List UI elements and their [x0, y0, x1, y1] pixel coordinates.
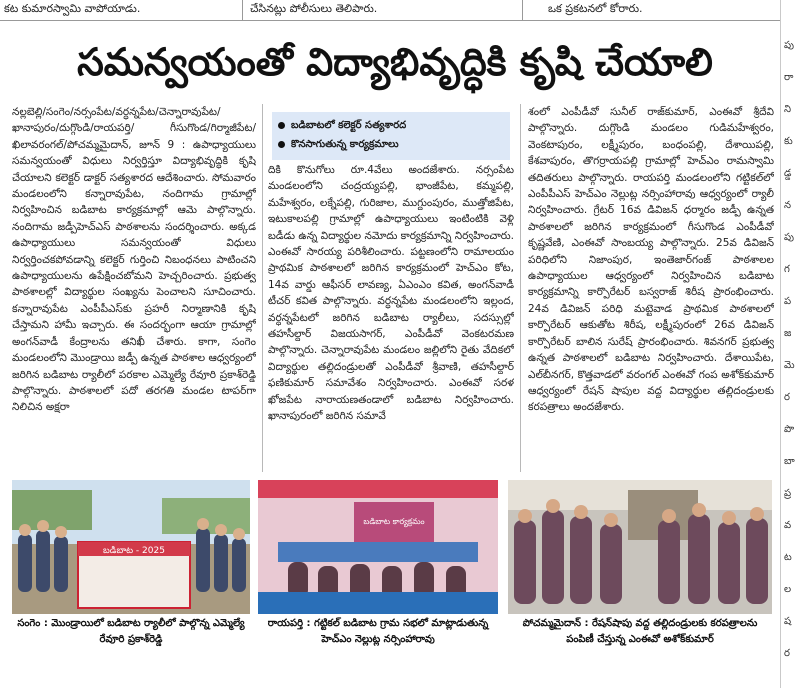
top-divider — [522, 0, 523, 20]
article-column-3: శంలో ఎంపీడీవో సునీల్ రాజ్‌కుమార్, ఎంఈవో శ్రీదేవి పాల్గొన్నారు. దుగ్గొండి మండలం గుడిమహేశ్వరం, వెంకటాపురం, లక్ష్మీపురం, బంధంపల్లి, దేశాయిపల్లి, కేశవాపురం, తొగర్రాయపల్లి గ్రామాల్లో హెచ్‌ఎం రామస్వామి తదితరులు పాల్గొన్నారు. రాయపర్తి మండలంలోని గట్టికల్‌లో ఎంపీపీఎస్ హెచ్‌ఎం నెల్లుట్ల నర్సింహారావు ఆధ్వర్యంలో ర్యాలీ నిర్వహించారు. గ్రేటర్ 16వ డివిజన్ ధర్మారం జడ్పీ ఉన్నత పాఠశాలలో జరిగిన కార్యక్రమంలో గీసుగొండ ఎంపీడీవో కృష్ణవేణి, ఎంఈవో సాంబయ్య పాల్గొన్నారు. 25వ డివిజన్ పరిధిలోని నిజాంపుర, ఇంతెజార్‌గంజ్ పాఠశాలల ఉపాధ్యాయుల ఆధ్వర్యంలో నిర్వహించిన బడిబాట కార్యక్రమాన్ని కార్పొరేటర్ బస్వరాజ్ శిరీష ప్రారంభించారు. 24వ డివిజన్ పరిధి మట్టెవాడ ప్రాథమిక పాఠశాలలో కార్పొరేటర్ ఆకుతోట శిరీష, లక్ష్మీపురంలో 26వ డివిజన్ కార్పొరేటర్ బాలిన సురేష్ ప్రారంభించారు. శివనగర్ ప్రభుత్వ ఉన్నత పాఠశాలలో బడిబాట నిర్వహించారు. దేశాయిపేట, ఎల్‌బీనగర్, కొత్తవాడలో వరంగల్ ఎంఈవో గంప అశోక్‌కుమార్ ఆధ్వర్యంలో రేషన్ షాపుల వద్ద విద్యార్థుల తల్లిదండ్రులకు కరపత్రాలు అందజేశారు. — [528, 106, 774, 414]
margin-fragment: వ — [784, 520, 792, 531]
margin-fragment: రా — [784, 72, 794, 83]
article-column-1: నల్లబెల్లి/సంగెం/నర్సంపేట/వర్ధన్నపేట/చెన్నారావుపేట/ఖానాపురం/దుగ్గొండి/రాయపర్తి/ గీసుగొండ/గిర్మాజీపేట/ఖిలావరంగల్/పోచమ్మమైదాన్, జూన్ 9 : ఉపాధ్యాయులు సమన్వయంతో విధులు నిర్వర్తిస్తూ విద్యాభివృద్ధికి కృషి చేయాలని కలెక్టర్ డాక్టర్ సత్యశారద ఆదేశించారు. సోమవారం మండలంలోని కన్నారావుపేట, నందిగామ గ్రామాల్లో నిర్వహించిన బడిబాట కార్యక్రమాల్లో ఆమె పాల్గొన్నారు. నందిగామ జడ్పీహెచ్ఎస్ పాఠశాలను సందర్శించారు. అక్కడ ఉపాధ్యాయులు సమన్వయంతో విధులు నిర్వర్తించకపోవడాన్ని కలెక్టర్ గుర్తించి నిబంధనలు పాటించని ఉపాధ్యాయులను ఉపేక్షించబోమని హెచ్చరించారు. ప్రభుత్వ పాఠశాలల్లో విద్యార్థుల సంఖ్యను పెంచాలని సూచించారు. కన్నారావుపేట ఎంపీపీఎస్‌కు ప్రహరీ నిర్మాణానికి కృషి చేస్తామని హామీ ఇచ్చారు. ఈ సందర్భంగా ఆయా గ్రామాల్లో అంగన్‌వాడీ కేంద్రాలను తనిఖీ చేశారు. కాగా, సంగెం మండలంలోని మొండ్రాయి జడ్పీ ఉన్నత పాఠశాల ఆధ్వర్యంలో జరిగిన బడిబాట ర్యాలీలో పరకాల ఎమ్మెల్యే రేవూరి ప్రకాశ్‌రెడ్డి పాల్గొన్నారు. పాఠశాలలో పదో తరగతి మండల టాపర్‌గా నిలిచిన అక్షరా — [12, 106, 256, 414]
margin-fragment: ల — [784, 584, 792, 595]
margin-fragment: ర — [784, 392, 790, 403]
margin-fragment: గ — [784, 264, 790, 275]
margin-fragment: ర — [784, 648, 790, 659]
photo-caption-1: సంగెం : మొండ్రాయిలో బడిబాట ర్యాలీలో పాల్గొన్న ఎమ్మెల్యే రేవూరి ప్రకాశ్‌రెడ్డి — [17, 618, 245, 645]
margin-fragment: ని — [784, 104, 792, 115]
highlight-item — [278, 135, 504, 154]
top-divider — [242, 0, 243, 20]
margin-fragment: పు — [784, 232, 794, 243]
column-divider — [520, 104, 521, 472]
margin-fragment: ట — [784, 552, 792, 563]
margin-fragment: ప్ర — [784, 488, 792, 499]
margin-fragment: పొ — [784, 424, 795, 435]
top-snippet-left: కట కుమారస్వామి వాపోయాడు. — [4, 2, 141, 15]
photo-caption-3: పోచమ్మమైదాన్ : రేషన్‌షాపు వద్ద తల్లిదండ్రులకు కరపత్రాలను పంపిణీ చేస్తున్న ఎంఈవో అశోక్‌కుమార్ — [522, 618, 758, 645]
photo-ration-shop — [508, 480, 772, 614]
bullet-icon — [278, 122, 285, 129]
photo-caption-2: రాయపర్తి : గట్టికల్ బడిబాట గ్రామ సభలో మాట్లాడుతున్న హెచ్‌ఎం నెల్లుట్ల నర్సింహారావు — [267, 618, 489, 645]
highlight-text: బడిబాటలో కలెక్టర్ సత్యశారద — [291, 120, 407, 131]
top-snippet-middle: చేసినట్లు పోలీసులు తెలిపారు. — [250, 2, 378, 15]
banner-text: బడిబాట కార్యక్రమం — [363, 517, 425, 526]
margin-fragment: బా — [784, 456, 795, 467]
highlight-text: కొనసాగుతున్న కార్యక్రమాలు — [291, 139, 399, 150]
photo-rally — [12, 480, 250, 614]
margin-fragment: పు — [784, 40, 794, 51]
headline: సమన్వయంతో విద్యాభివృద్ధికి కృషి చేయాలి — [77, 40, 713, 84]
highlight-item — [278, 116, 504, 135]
margin-fragment: కు — [784, 136, 793, 147]
banner-text: బడిబాట - 2025 — [103, 546, 165, 556]
margin-fragment: జ — [784, 328, 792, 339]
top-rule — [0, 20, 780, 21]
photo-meeting — [258, 480, 498, 614]
margin-fragment: డ్డ — [784, 168, 792, 179]
article-column-2: దికి కొనుగోలు రూ.4వేలు అందజేశారు. నర్సంపేట మండలంలోని చంద్రయ్యపల్లి, భాంజీపేట, కమ్మపల్లి, మహేశ్వరం, లక్నేపల్లి, గురిజాల, ముగ్దుంపురం, ముత్తోజిపేట, ఇటుకాలపల్లి గ్రామాల్లో ఉపాధ్యాయులు ఇంటింటికి వెళ్లి బడీడు ఉన్న విద్యార్థుల నమోదు కార్యక్రమాన్ని నిర్వహించారు. ఎంఈవో సారయ్య పరిశీలించారు. పట్టణంలోని రామాలయం ప్రాథమిక పాఠశాలలో జరిగిన కార్యక్రమంలో హెచ్‌ఎం కోట, 14వ వార్డు ఆఫీసర్ లావణ్య, ఏఎంఎం కవిత, అంగన్‌వాడీ టీచర్ కవిత పాల్గొన్నారు. వర్ధన్నపేట మండలంలోని ఇల్లంద, వర్ధన్నపేటలో జరిగిన బడిబాట ర్యాలీలు, సదస్సుల్లో తహసీల్దార్ విజయసాగర్, ఎంపీడీవో వెంకటరమణ పాల్గొన్నారు. చెన్నారావుపేట మండలం జల్లిలోని రైతు వేదికలో విద్యార్థుల తల్లిదండ్రులతో ఎంపీడీవో శ్రీవాణి, తహసీల్దార్ ఫణికుమార్ సమావేశం నిర్వహించారు. ఎంఈవో సరళ ఖోజపేట నారాయణతండాలో బడిబాట నిర్వహించారు. ఖానాపురంలో జరిగిన సమావే — [268, 164, 514, 423]
margin-fragment: ష — [784, 616, 792, 627]
bullet-icon — [278, 141, 285, 148]
highlights-box — [272, 112, 510, 160]
column-divider — [262, 104, 263, 472]
margin-fragment: న — [784, 200, 792, 211]
top-snippet-right: ఒక ప్రకటనలో కోరారు. — [548, 2, 643, 15]
margin-fragment: మె — [784, 360, 795, 371]
margin-fragment: ప — [784, 296, 792, 307]
